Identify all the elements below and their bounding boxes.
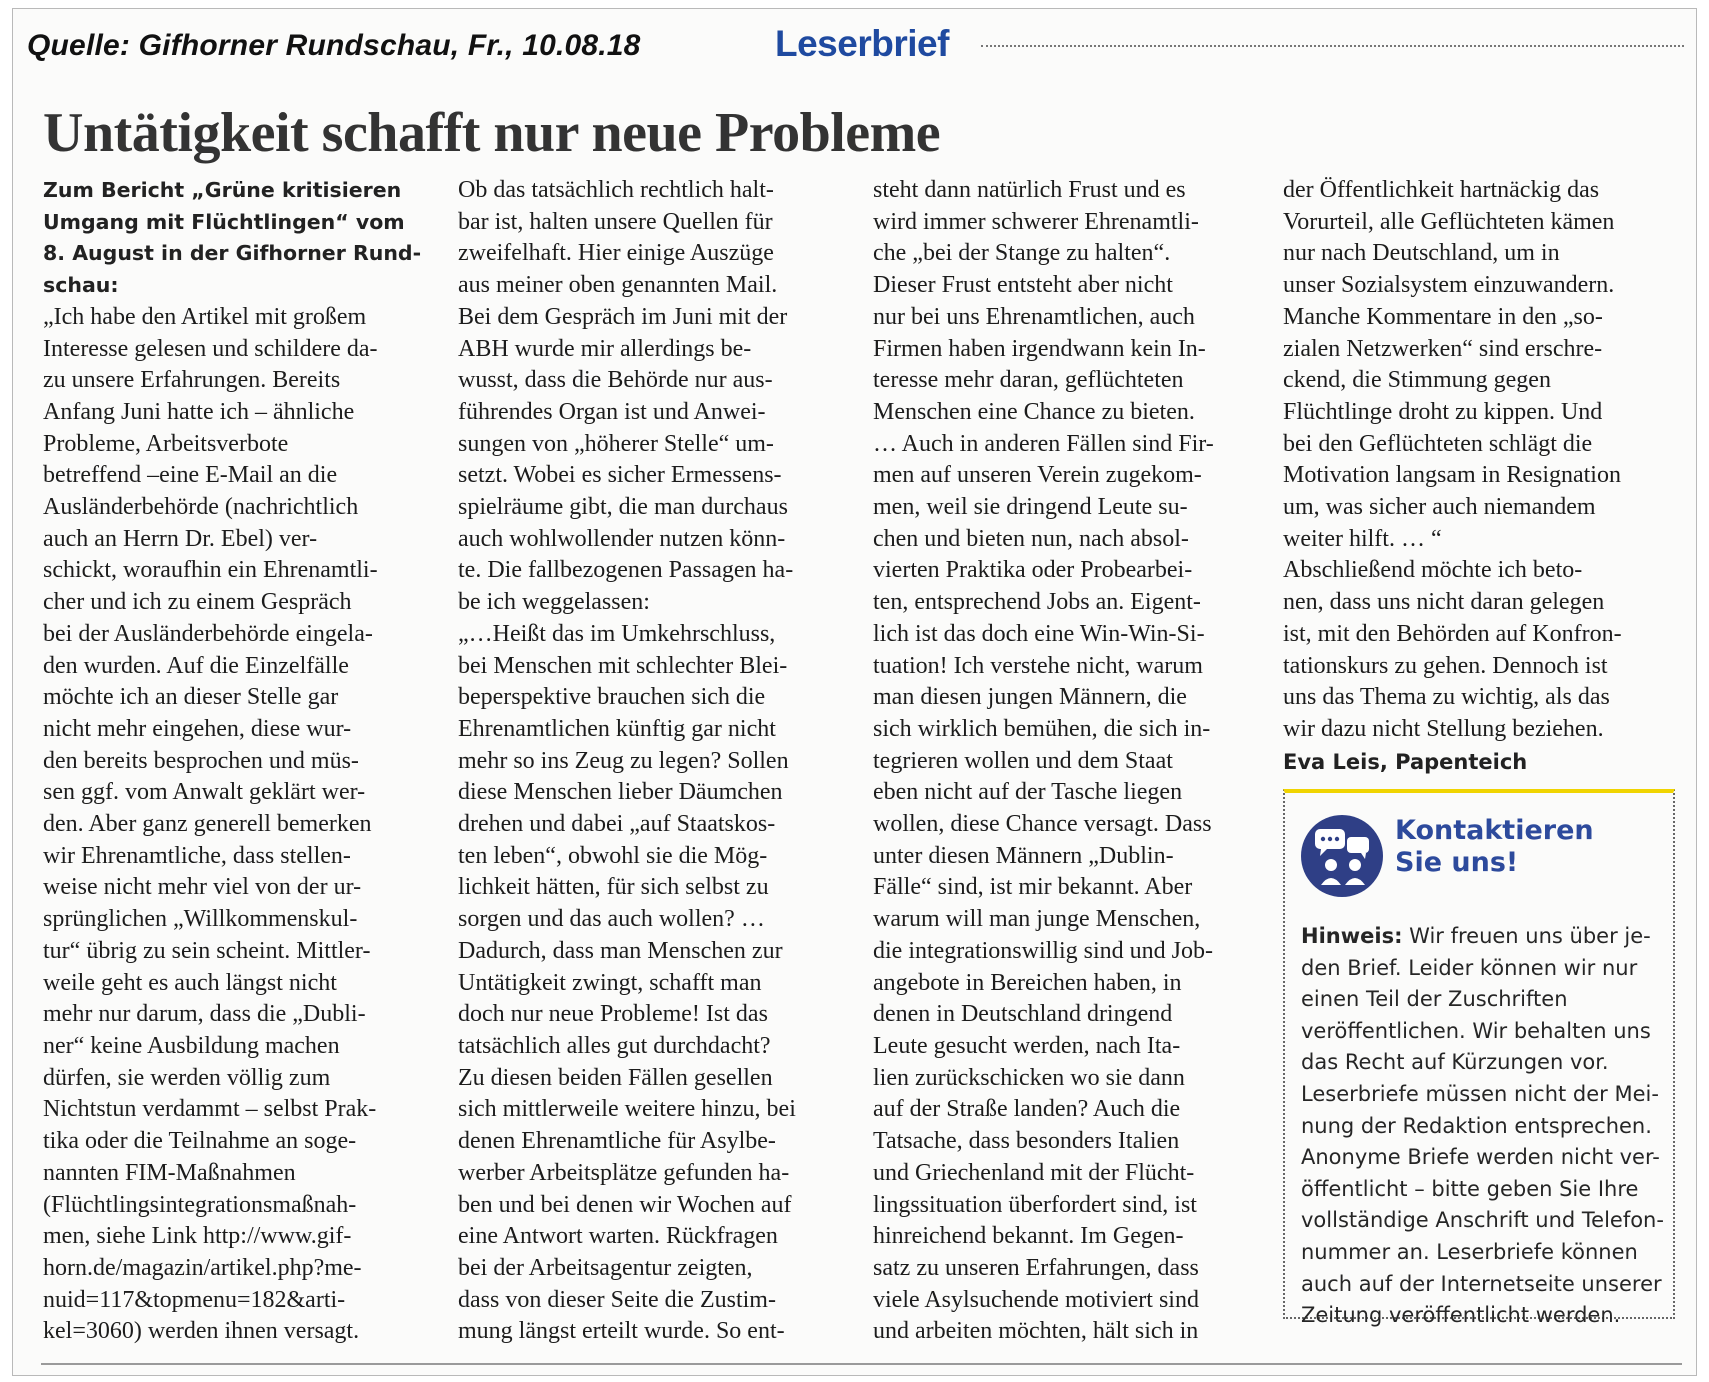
headline: Untätigkeit schafft nur neue Probleme [43,102,941,164]
lead-reference: Zum Bericht „Grüne kritisieren Umgang mit Flüchtlingen“ vom 8. August in der Gifhorner Rund- schau: [43,178,422,298]
contact-title: Kontaktieren Sie uns! [1395,815,1594,878]
column-2 [458,175,858,1348]
author-signature: Eva Leis, Papenteich [1283,749,1528,774]
column-3-text: steht dann natürlich Frust und es wird immer schwerer Ehrenamtli- che „bei der Stange zu halten“. Dieser Frust entsteht aber nicht nur bei uns Ehrenamtlichen, auch Firmen haben irgendwann kein In- teresse mehr daran, geflüchteten Menschen eine Chance zu bieten. … Auch in anderen Fällen sind Fir- men auf unseren Verein zugekom- men, weil sie dringend Leute su- chen und bieten nun, nach absol- vierten Praktika oder Probearbei- ten, entsprechend Jobs an. Eigent- lich ist das doch eine Win-Win-Si- tuation! Ich verstehe nicht, warum man diesen jungen Männern, die sich wirklich bemühen, die sich in- tegrieren wollen und dem Staat eben nicht auf der Tasche liegen wollen, diese Chance versagt. Dass unter diesen Männern „Dublin- Fälle“ sind, ist mir bekannt. Aber warum will man junge Menschen, die integrationswillig sind und Job- angebote in Bereichen haben, in denen in Deutschland dringend Leute gesucht werden, nach Ita- lien zurückschicken wo sie dann auf der Straße landen? Auch die Tatsache, dass besonders Italien und Griechenland mit der Flücht- lingssituation überfordert sind, ist hinreichend bekannt. Im Gegen- satz zu unseren Erfahrungen, dass viele Asylsuchende motiviert sind und arbeiten möchten, hält sich in [873,177,1214,1345]
column-4 [1283,175,1683,778]
column-1 [43,175,443,1348]
contact-box [1283,789,1675,1328]
speech-bubbles-people-icon [1301,815,1383,897]
column-4-text: der Öffentlichkeit hartnäckig das Vorurteil, alle Geflüchteten kämen nur nach Deutschland, um in unser Sozialsystem einzuwandern. Manche Kommentare in den „so- zialen Netzwerken“ sind erschre- ckend, die Stimmung gegen Flüchtlinge droht zu kippen. Und bei den Geflüchteten schlägt die Motivation langsam in Resignation um, was sicher auch niemandem weiter hilft. … “ Abschließend möchte ich beto- nen, dass uns nicht daran gelegen ist, mit den Behörden auf Konfron- tationskurs zu gehen. Dennoch ist uns das Thema zu wichtig, als das wir dazu nicht Stellung beziehen. [1283,177,1622,742]
note-text: Wir freuen uns über je- den Brief. Leider können wir nur einen Teil der Zuschriften veröffentlichen. Wir behalten uns das Recht auf Kürzungen vor. Leserbriefe müssen nicht der Mei- nung der Redaktion entsprechen. Anonyme Briefe werden nicht ver- öffentlicht – bitte geben Sie Ihre vollständige Anschrift und Telefon- nummer an. Leserbriefe können auch auf der Internetseite unserer Zeitung veröffentlicht werden. [1301,924,1664,1328]
newspaper-clipping [12,8,1697,1376]
column-2-text: Ob das tatsächlich rechtlich halt- bar ist, halten unsere Quellen für zweifelhaft. Hier einige Auszüge aus meiner oben genannten Mail. Bei dem Gespräch im Juni mit der ABH wurde mir allerdings be- wusst, dass die Behörde nur aus- führendes Organ ist und Anwei- sungen von „höherer Stelle“ um- setzt. Wobei es sicher Ermessens- spielräume gibt, die man durchaus auch wohlwollender nutzen könn- te. Die fallbezogenen Passagen ha- be ich weggelassen: „…Heißt das im Umkehrschluss, bei Menschen mit schlechter Blei- beperspektive brauchen sich die Ehrenamtlichen künftig gar nicht mehr so ins Zeug zu legen? Sollen diese Menschen lieber Däumchen drehen und dabei „auf Staatskos- ten leben“, obwohl sie die Mög- lichkeit hätten, für sich selbst zu sorgen und das auch wollen? … Dadurch, dass man Menschen zur Untätigkeit zwingt, schafft man doch nur neue Probleme! Ist das tatsächlich alles gut durchdacht? Zu diesen beiden Fällen gesellen sich mittlerweile weitere hinzu, bei denen Ehrenamtliche für Asylbe- werber Arbeitsplätze gefunden ha- ben und bei denen wir Wochen auf eine Antwort warten. Rückfragen bei der Arbeitsagentur zeigten, dass von dieser Seite die Zustim- mung längst erteilt wurde. So ent- [458,177,796,1345]
section-label: Leserbrief [775,23,949,64]
bottom-divider [41,1363,1682,1365]
column-1-text: „Ich habe den Artikel mit großem Interesse gelesen und schildere da- zu unsere Erfahrungen. Bereits Anfang Juni hatte ich – ähnliche Probleme, Arbeitsverbote betreffend –eine E-Mail an die Ausländerbehörde (nachrichtlich auch an Herrn Dr. Ebel) ver- schickt, woraufhin ein Ehrenamtli- cher und ich zu einem Gespräch bei der Ausländerbehörde eingela- den wurden. Auf die Einzelfälle möchte ich an dieser Stelle gar nicht mehr eingehen, diese wur- den bereits besprochen und müs- sen ggf. vom Anwalt geklärt wer- den. Aber ganz generell bemerken wir Ehrenamtliche, dass stellen- weise nicht mehr viel von der ur- sprünglichen „Willkommenskul- tur“ übrig zu sein scheint. Mittler- weile geht es auch längst nicht mehr nur darum, dass die „Dubli- ner“ keine Ausbildung machen dürfen, sie werden völlig zum Nichtstun verdammt – selbst Prak- tika oder die Teilnahme an soge- nannten FIM-Maßnahmen (Flüchtlingsintegrationsmaßnah- men, siehe Link http://www.gif- horn.de/magazin/artikel.php?me- nuid=117&topmenu=182&arti- kel=3060) werden ihnen versagt. [43,303,378,1345]
dotted-divider [981,45,1684,47]
column-3 [873,175,1273,1348]
note-label: Hinweis: [1301,924,1403,948]
source-line: Quelle: Gifhorner Rundschau, Fr., 10.08.18 [27,29,641,62]
contact-note [1301,921,1667,1332]
